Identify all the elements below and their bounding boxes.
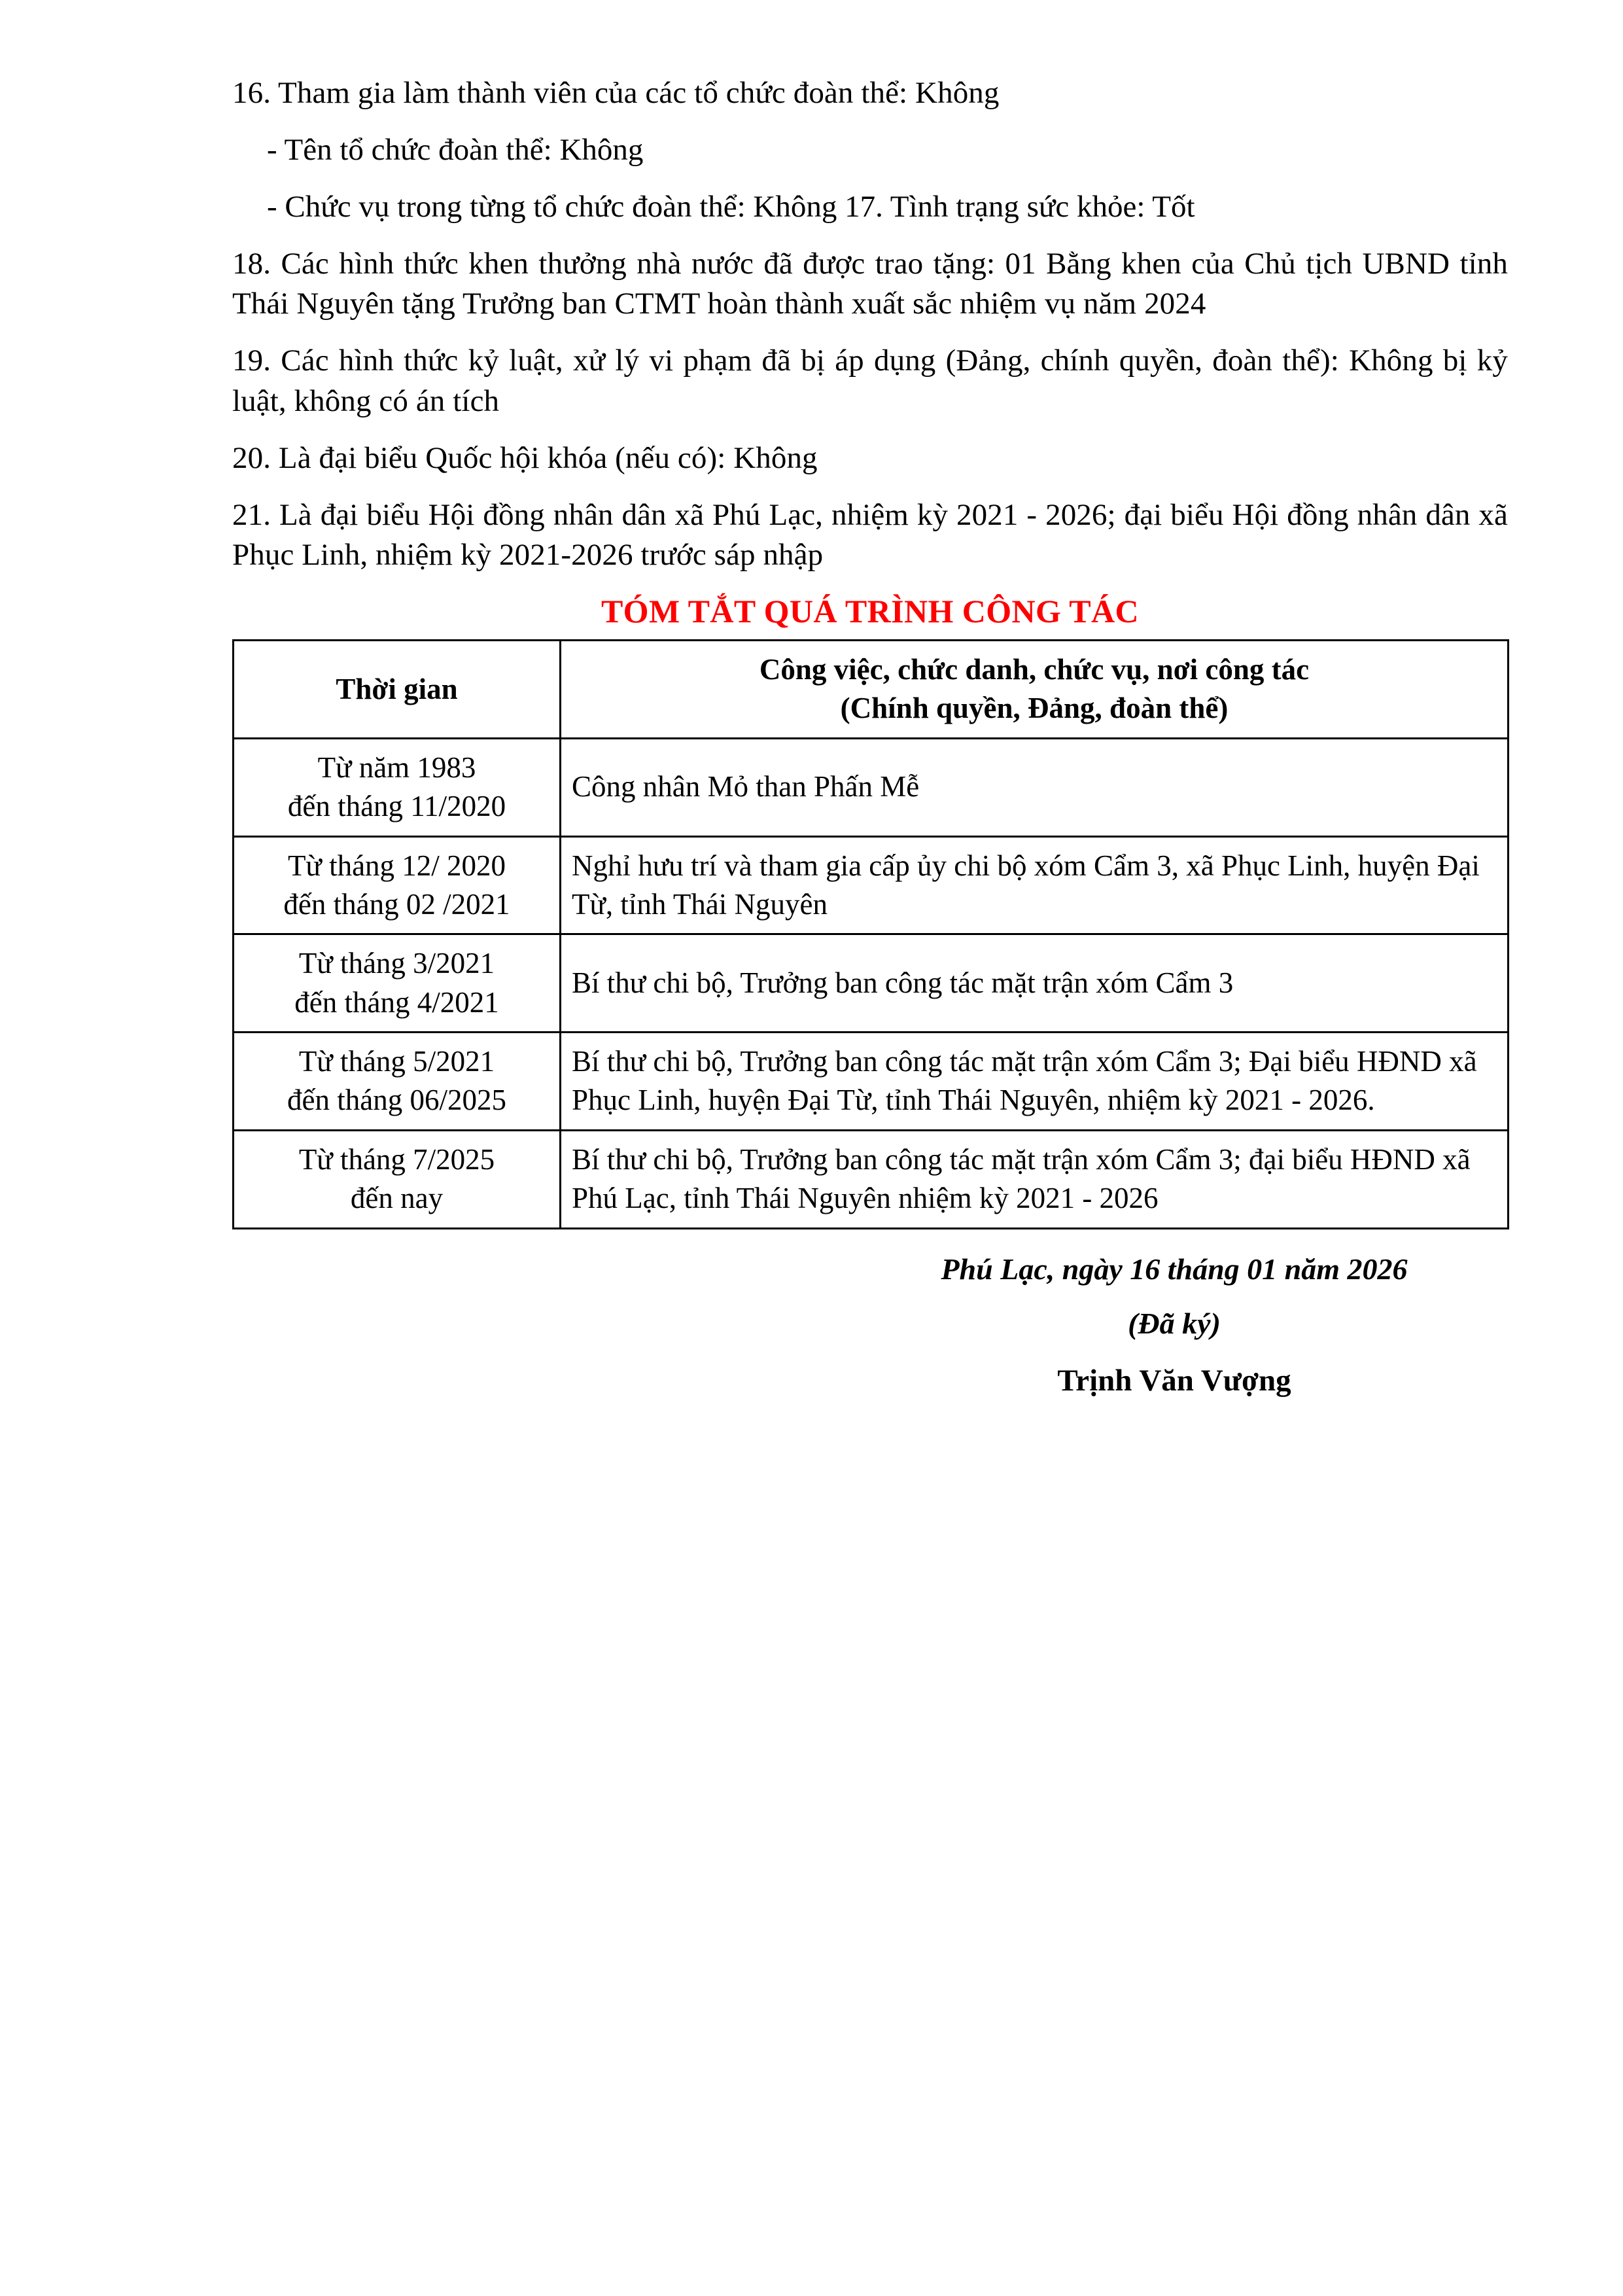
- signature-block: [232, 1252, 1508, 1398]
- cell-time-line2: đến tháng 11/2020: [287, 790, 506, 823]
- career-summary-table: [232, 639, 1509, 1229]
- cell-work: Bí thư chi bộ, Trưởng ban công tác mặt trận xóm Cẩm 3; Đại biểu HĐND xã Phục Linh, huyện Đại Từ, tỉnh Thái Nguyên, nhiệm kỳ 2021 - 2026.: [561, 1033, 1509, 1131]
- table-header-row: [234, 640, 1509, 738]
- cell-work: Công nhân Mỏ than Phấn Mễ: [561, 738, 1509, 836]
- cell-work: Bí thư chi bộ, Trưởng ban công tác mặt trận xóm Cẩm 3: [561, 934, 1509, 1033]
- cell-time-line2: đến tháng 02 /2021: [283, 887, 510, 921]
- signature-inner: [847, 1252, 1501, 1398]
- cell-time-line2: đến tháng 4/2021: [294, 985, 499, 1019]
- paragraph-item-21: 21. Là đại biểu Hội đồng nhân dân xã Phú Lạc, nhiệm kỳ 2021 - 2026; đại biểu Hội đồng nhân dân xã Phục Linh, nhiệm kỳ 2021-2026 trước sáp nhập: [232, 497, 1508, 572]
- table-row: [234, 1130, 1509, 1228]
- cell-work: Bí thư chi bộ, Trưởng ban công tác mặt trận xóm Cẩm 3; đại biểu HĐND xã Phú Lạc, tỉnh Thái Nguyên nhiệm kỳ 2021 - 2026: [561, 1130, 1509, 1228]
- paragraph-item-20: 20. Là đại biểu Quốc hội khóa (nếu có): Không: [232, 440, 818, 475]
- signature-signed-note: (Đã ký): [1128, 1306, 1221, 1340]
- cell-time-line2: đến tháng 06/2025: [287, 1084, 506, 1117]
- column-header-work: [561, 640, 1509, 738]
- table-row: [234, 738, 1509, 836]
- document-content: [232, 73, 1508, 1398]
- signature-place-date: Phú Lạc, ngày 16 tháng 01 năm 2026: [941, 1252, 1408, 1286]
- cell-time: [234, 1130, 561, 1228]
- paragraph-item-16: 16. Tham gia làm thành viên của các tổ chức đoàn thể: Không: [232, 76, 1000, 110]
- table-row: [234, 836, 1509, 934]
- table-row: [234, 1033, 1509, 1131]
- paragraph-item-16-dash-2: - Chức vụ trong từng tổ chức đoàn thể: Không 17. Tình trạng sức khỏe: Tốt: [267, 190, 1195, 224]
- cell-time-line1: Từ tháng 7/2025: [298, 1142, 495, 1176]
- cell-time-line1: Từ tháng 5/2021: [298, 1045, 495, 1078]
- paragraph-item-16-dash-1: - Tên tổ chức đoàn thể: Không: [267, 133, 644, 168]
- cell-time: [234, 836, 561, 934]
- signature-name: Trịnh Văn Vượng: [1057, 1363, 1291, 1398]
- cell-time-line1: Từ tháng 12/ 2020: [287, 849, 506, 882]
- cell-time-line1: Từ tháng 3/2021: [298, 947, 495, 980]
- cell-time: [234, 1033, 561, 1131]
- paragraph-item-19: 19. Các hình thức kỷ luật, xử lý vi phạm đã bị áp dụng (Đảng, chính quyền, đoàn thể): Không bị kỷ luật, không có án tích: [232, 344, 1508, 418]
- column-header-time: Thời gian: [234, 640, 561, 738]
- cell-work: Nghỉ hưu trí và tham gia cấp ủy chi bộ xóm Cẩm 3, xã Phục Linh, huyện Đại Từ, tỉnh Thái Nguyên: [561, 836, 1509, 934]
- column-header-work-line2: (Chính quyền, Đảng, đoàn thể): [840, 692, 1229, 725]
- cell-time-line1: Từ năm 1983: [317, 751, 476, 784]
- column-header-work-line1: Công việc, chức danh, chức vụ, nơi công tác: [759, 652, 1310, 686]
- paragraph-item-18: 18. Các hình thức khen thưởng nhà nước đã được trao tặng: 01 Bằng khen của Chủ tịch UBND tỉnh Thái Nguyên tặng Trưởng ban CTMT hoàn thành xuất sắc nhiệm vụ năm 2024: [232, 247, 1508, 321]
- table-row: [234, 934, 1509, 1033]
- cell-time: [234, 738, 561, 836]
- cell-time-line2: đến nay: [350, 1182, 444, 1215]
- page-title: TÓM TẮT QUÁ TRÌNH CÔNG TÁC: [601, 592, 1140, 629]
- cell-time: [234, 934, 561, 1033]
